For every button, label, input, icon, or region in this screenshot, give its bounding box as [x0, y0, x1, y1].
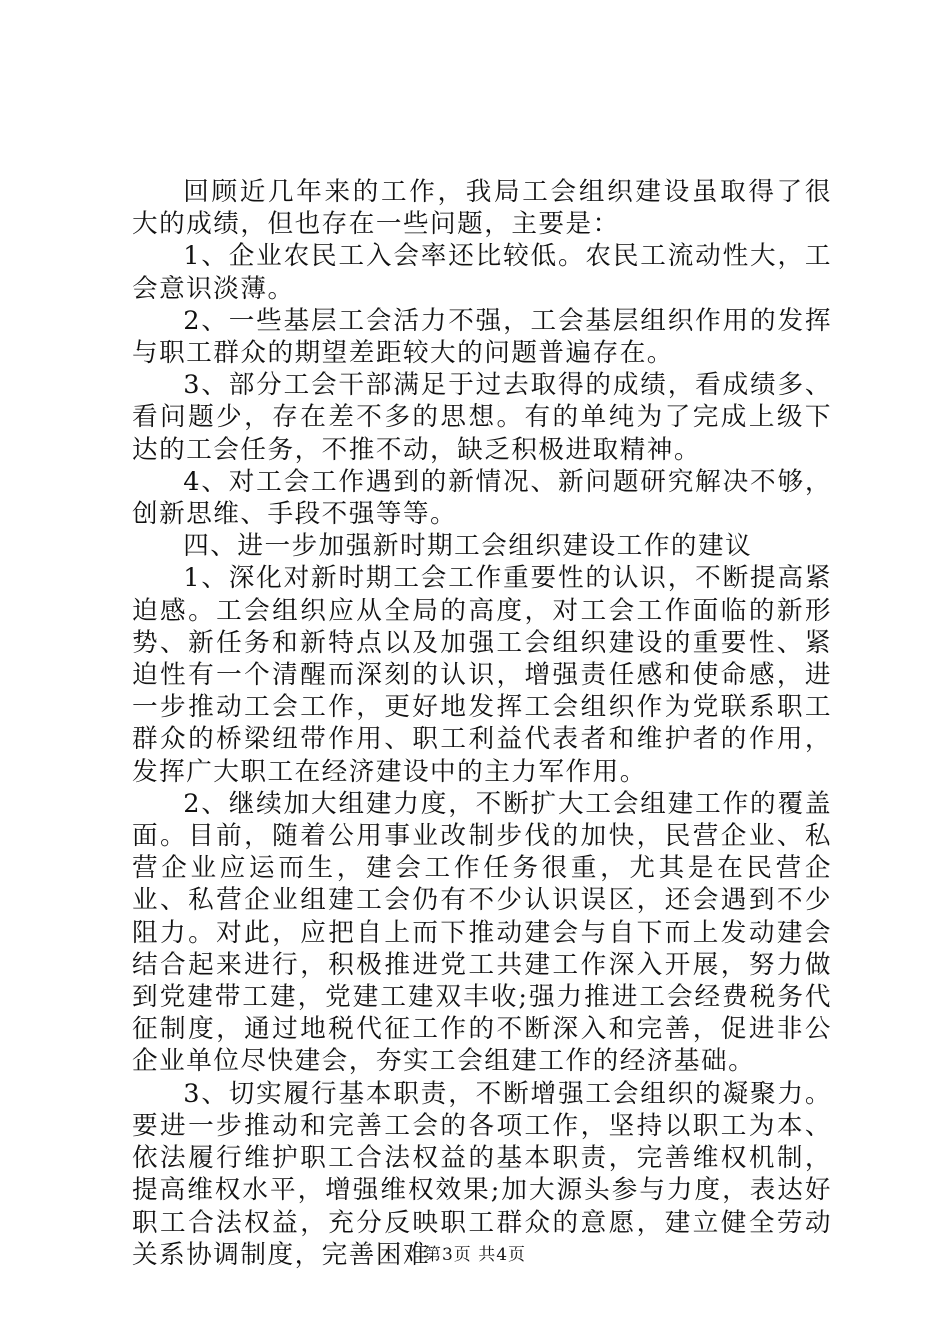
- document-body: [132, 176, 832, 1271]
- paragraph-suggestion-3: 3、切实履行基本职责，不断增强工会组织的凝聚力。要进一步推动和完善工会的各项工作，坚持以职工为本、依法履行维护职工合法权益的基本职责，完善维权机制，提高维权水平，增强维权效果;加大源头参与力度，表达好职工合法权益，充分反映职工群众的意愿，建立健全劳动关系协调制度，完善困难: [132, 1078, 832, 1270]
- paragraph-problem-2: 2、一些基层工会活力不强，工会基层组织作用的发挥与职工群众的期望差距较大的问题普遍存在。: [132, 305, 832, 369]
- paragraph-suggestion-2: 2、继续加大组建力度，不断扩大工会组建工作的覆盖面。目前，随着公用事业改制步伐的加快，民营企业、私营企业应运而生，建会工作任务很重，尤其是在民营企业、私营企业组建工会仍有不少认识误区，还会遇到不少阻力。对此，应把自上而下推动建会与自下而上发动建会结合起来进行，积极推进党工共建工作深入开展，努力做到党建带工建，党建工建双丰收;强力推进工会经费税务代征制度，通过地税代征工作的不断深入和完善，促进非公企业单位尽快建会，夯实工会组建工作的经济基础。: [132, 788, 832, 1077]
- paragraph-problem-3: 3、部分工会干部满足于过去取得的成绩，看成绩多、看问题少，存在差不多的思想。有的单纯为了完成上级下达的工会任务，不推不动，缺乏积极进取精神。: [132, 370, 832, 465]
- paragraph-problem-1: 1、企业农民工入会率还比较低。农民工流动性大，工会意识淡薄。: [132, 241, 832, 304]
- paragraph-problem-4: 4、对工会工作遇到的新情况、新问题研究解决不够，创新思维、手段不强等等。: [132, 466, 832, 530]
- page-number-footer: 第3页 共4页: [423, 1245, 527, 1265]
- paragraph-suggestion-1: 1、深化对新时期工会工作重要性的认识，不断提高紧迫感。工会组织应从全局的高度，对工会工作面临的新形势、新任务和新特点以及加强工会组织建设的重要性、紧迫性有一个清醒而深刻的认识，增强责任感和使命感，进一步推动工会工作，更好地发挥工会组织作为党联系职工群众的桥梁纽带作用、职工利益代表者和维护者的作用，发挥广大职工在经济建设中的主力军作用。: [132, 563, 832, 787]
- paragraph-intro: 回顾近几年来的工作，我局工会组织建设虽取得了很大的成绩，但也存在一些问题，主要是：: [132, 177, 832, 240]
- section-heading: 四、进一步加强新时期工会组织建设工作的建议: [183, 531, 753, 562]
